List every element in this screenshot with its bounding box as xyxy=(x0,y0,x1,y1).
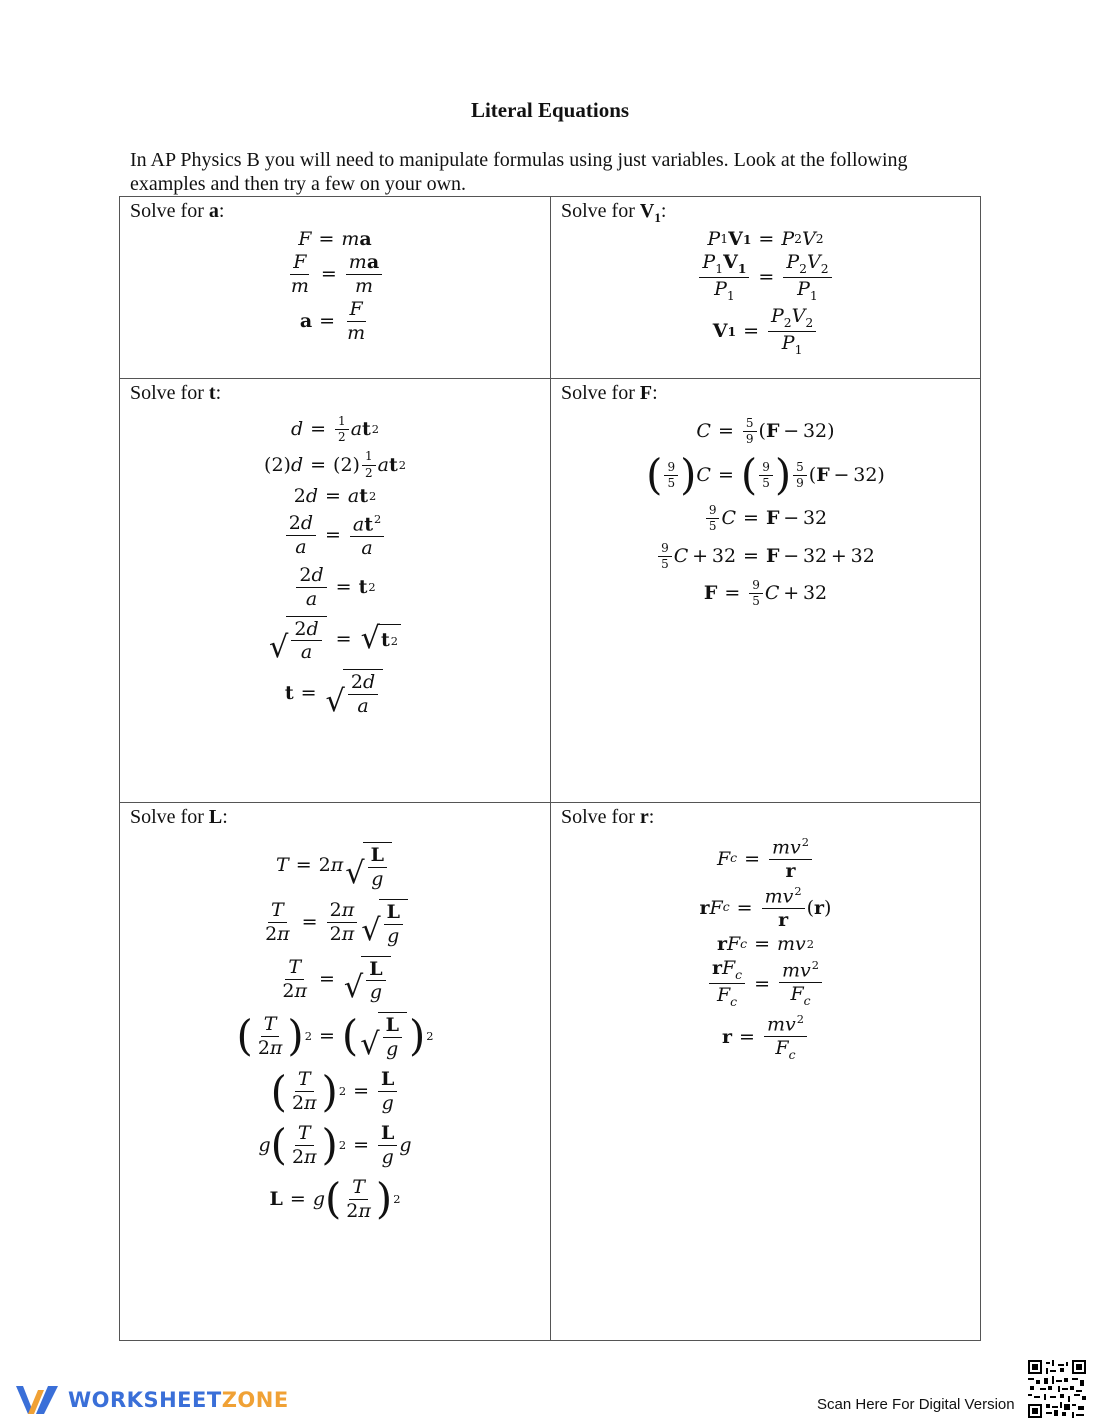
equation: $\frac{P_1V_1}{P_1}$ = $\frac{P_2V_2}{P_1}$ xyxy=(551,252,980,304)
equation-steps xyxy=(120,409,550,723)
cell-solve-for-v1 xyxy=(551,197,980,379)
page-title: Literal Equations xyxy=(470,98,630,122)
equation: ( $\frac{T}{2\pi}$ ) 2 = ( √ $\frac{L}{g}$ ) 2 xyxy=(236,1011,434,1062)
equation: $\frac{T}{2\pi}$ = $\frac{2\pi}{2\pi}$ √ $\frac{L}{g}$ xyxy=(120,899,550,947)
cell-solve-for-l xyxy=(120,803,551,1340)
equation: F = m a xyxy=(298,228,372,250)
equation: $\frac{9}{5}$ C = F − 32 xyxy=(551,504,980,533)
worksheetzone-logo-icon xyxy=(14,1382,60,1418)
equation-steps xyxy=(551,227,980,359)
cell-solve-for-t xyxy=(120,379,551,803)
cell-solve-for-f xyxy=(551,379,980,803)
equation: $\frac{9}{5}$ C + 32 = F − 32 + 32 xyxy=(551,542,980,571)
equation-steps xyxy=(120,227,550,345)
equation: $\frac{F}{m}$ = $\frac{ma}{m}$ xyxy=(120,252,550,297)
cell-solve-for-r xyxy=(551,803,980,1340)
equation: a = $\frac{F}{m}$ xyxy=(299,297,366,344)
equation: F = $\frac{9}{5}$ C + 32 xyxy=(703,577,828,609)
qr-code-icon[interactable] xyxy=(1028,1360,1086,1418)
equation: (2) d = (2) $\frac{1}{2}$ a t 2 xyxy=(264,449,406,480)
cell-heading: Solve for L: xyxy=(130,806,228,828)
equation: g ( $\frac{T}{2\pi}$ ) 2 = $\frac{L}{g}$ g xyxy=(258,1120,412,1170)
equation: $\frac{2d}{a}$ = t 2 xyxy=(120,565,550,610)
equation: t = √ $\frac{2d}{a}$ xyxy=(120,669,550,717)
equation-steps xyxy=(551,409,980,616)
equation: 2 d = a t 2 xyxy=(293,484,377,507)
equation-steps xyxy=(551,833,980,1065)
worksheetzone-wordmark: WORKSHEETZONE xyxy=(68,1388,289,1412)
cell-heading: Solve for $V_1$: xyxy=(561,200,667,225)
equation: F c = $\frac{mv^2}{r}$ xyxy=(551,836,980,882)
equation: $\frac{2d}{a}$ = $\frac{at^2}{a}$ xyxy=(120,513,550,559)
worksheetzone-logo[interactable] xyxy=(14,1382,289,1418)
cell-heading: Solve for t: xyxy=(130,382,222,404)
equation: $\frac{rF_c}{F_c}$ = $\frac{mv^2}{F_c}$ xyxy=(551,958,980,1010)
equation: r F c = $\frac{mv^2}{r}$ ( r ) xyxy=(699,884,832,932)
equation: T = 2 π √ $\frac{L}{g}$ xyxy=(120,842,550,890)
equation: r F c = m v 2 xyxy=(716,933,815,956)
equation: ( $\frac{9}{5}$ ) C = ( $\frac{9}{5}$ ) $\frac{5}{9}$ ( F − 32) xyxy=(646,450,885,500)
equation: P 1 V 1 = P 2 V 2 xyxy=(707,228,824,250)
cell-heading: Solve for a: xyxy=(130,200,225,222)
equation: $\frac{T}{2\pi}$ = √ $\frac{L}{g}$ xyxy=(120,956,550,1004)
equation: V 1 = $\frac{P_2V_2}{P_1}$ xyxy=(551,306,980,358)
cell-solve-for-a xyxy=(120,197,551,379)
equation: r = $\frac{mv^2}{F_c}$ xyxy=(551,1013,980,1063)
equation-steps xyxy=(120,833,550,1230)
equation: d = $\frac{1}{2}$ a t 2 xyxy=(290,414,380,445)
equation: L = g ( $\frac{T}{2\pi}$ ) 2 xyxy=(269,1174,401,1224)
intro-text: In AP Physics B you will need to manipulate formulas using just variables. Look at the following examples and then try a few on your own. xyxy=(130,149,908,195)
equation: √ $\frac{2d}{a}$ = √ t 2 xyxy=(120,616,550,664)
cell-heading: Solve for F: xyxy=(561,382,658,404)
equation: ( $\frac{T}{2\pi}$ ) 2 = $\frac{L}{g}$ xyxy=(120,1069,550,1114)
scan-prompt: Scan Here For Digital Version xyxy=(817,1396,1015,1413)
cell-heading: Solve for r: xyxy=(561,806,655,828)
equation: C = $\frac{5}{9}$ ( F − 32) xyxy=(696,416,835,447)
examples-table xyxy=(119,196,981,1341)
